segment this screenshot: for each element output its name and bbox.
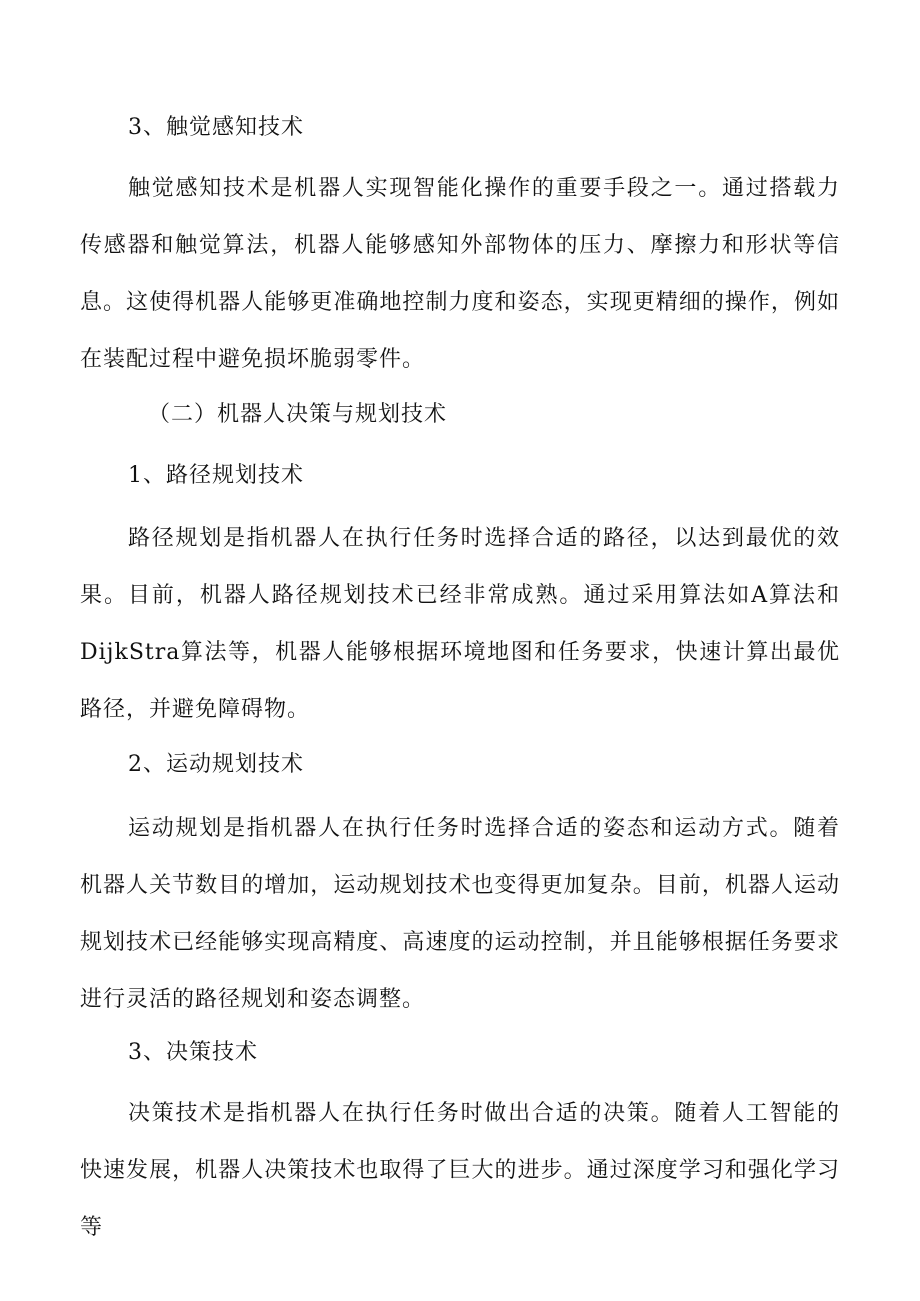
paragraph-tactile-sensing: 触觉感知技术是机器人实现智能化操作的重要手段之一。通过搭载力传感器和触觉算法，机器人能够感知外部物体的压力、摩擦力和形状等信息。这使得机器人能够更准确地控制力度和姿态，实现更精细的操作，例如在装配过程中避免损坏脆弱零件。 xyxy=(80,176,840,372)
section-heading-path-planning: 1、路径规划技术 xyxy=(128,463,304,488)
section-heading-tactile-sensing: 3、触觉感知技术 xyxy=(128,115,304,140)
paragraph-path-planning: 路径规划是指机器人在执行任务时选择合适的路径，以达到最优的效果。目前，机器人路径规划技术已经非常成熟。通过采用算法如A算法和DijkStra算法等，机器人能够根据环境地图和任务要求，快速计算出最优路径，并避免障碍物。 xyxy=(80,526,840,722)
section-heading-decision-technology: 3、决策技术 xyxy=(128,1040,258,1065)
paragraph-motion-planning: 运动规划是指机器人在执行任务时选择合适的姿态和运动方式。随着机器人关节数目的增加，运动规划技术也变得更加复杂。目前，机器人运动规划技术已经能够实现高精度、高速度的运动控制，并且能够根据任务要求进行灵活的路径规划和姿态调整。 xyxy=(80,816,840,1012)
section-heading-motion-planning: 2、运动规划技术 xyxy=(128,752,304,777)
section-heading-decision-planning: （二）机器人决策与规划技术 xyxy=(148,402,448,427)
paragraph-decision-technology: 决策技术是指机器人在执行任务时做出合适的决策。随着人工智能的快速发展，机器人决策技术也取得了巨大的进步。通过深度学习和强化学习等 xyxy=(80,1101,840,1240)
